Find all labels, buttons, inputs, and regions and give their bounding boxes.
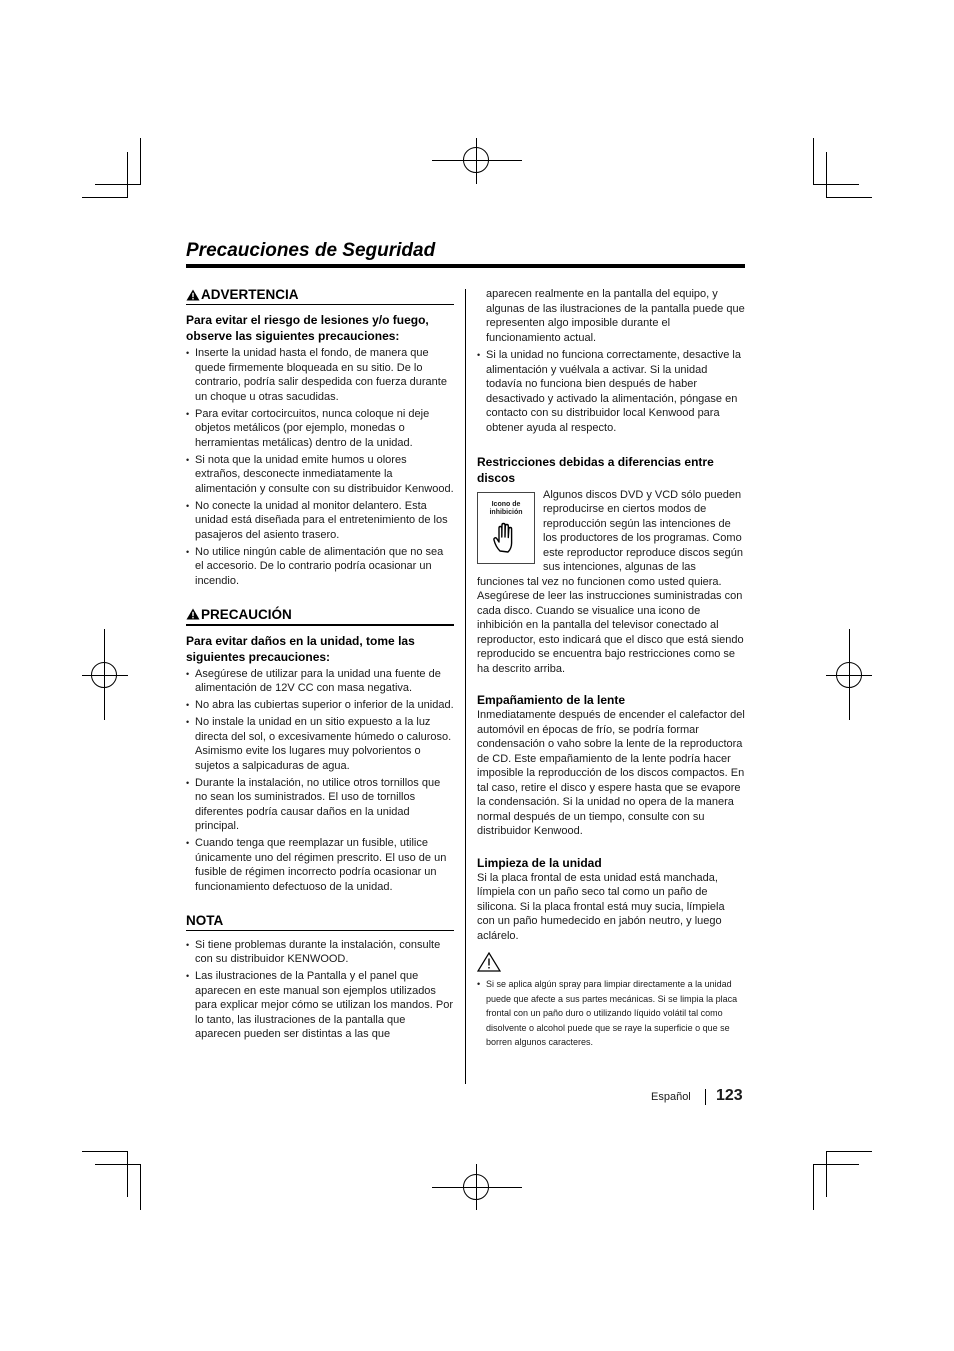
list-item: • Si se aplica algún spray para limpiar directamente a la unidad puede que afecte a sus partes mecánicas. Si se limpia la placa frontal con un paño duro o utilizando líquido volátil tal como disolvente o alcohol puede que se raye la superficie o que se borren algunos caracteres. [477, 977, 745, 1050]
nota-continuation: aparecen realmente en la pantalla del equipo, y algunas de las ilustraciones de la pantalla puede que representen algo imposible durante el funcionamiento actual. [486, 288, 745, 344]
inhibition-icon-label: Icono de inhibición [489, 500, 523, 516]
list-item: • No utilice ningún cable de alimentación que no sea el accesorio. De lo contrario podría ocasionar un incendio. [186, 545, 454, 589]
column-divider [465, 289, 466, 1084]
precaucion-heading-text: PRECAUCIÓN [201, 606, 292, 622]
list-item: • Las ilustraciones de la Pantalla y el panel que aparecen en este manual son ejemplos utilizados para explicar mejor cómo se utilizan los mandos. Por lo tanto, las ilustraciones de la pantalla que aparecen pueden ser distintas a las que [186, 969, 454, 1042]
nota-heading-text: NOTA [186, 912, 224, 928]
list-item: • No conecte la unidad al monitor delantero. Esta unidad está diseñada para el entretenimiento de los pasajeros del asiento trasero. [186, 499, 454, 543]
limpieza-heading: Limpieza de la unidad [477, 855, 602, 870]
list-item: • No instale la unidad en un sitio expuesto a la luz directa del sol, o excesivamente húmedo o caluroso. Asimismo evite los lugares muy polvorientos o sujetos a salpicaduras de agua. [186, 715, 454, 773]
list-item: • Para evitar cortocircuitos, nunca coloque ni deje objetos metálicos (por ejemplo, monedas o herramientas metálicas) dentro de la unidad. [186, 407, 454, 451]
footer-language: Español [651, 1091, 691, 1103]
restricciones-text: Algunos discos DVD y VCD sólo pueden reproducirse en ciertos modos de reproducción según las intenciones de los productores de los programas. Como este reproductor reproduce discos según sus intenciones, algunas de las funciones tal vez no funcionen como usted quiera. Asegúrese de leer las instrucciones suministradas con cada disco. Cuando se visualice una icono de inhibición en la pantalla del televisor conectado al reproductor, esto indicará que el disco que está siendo reproducido se encuentra bajo restricciones como se ha descrito arriba. [477, 488, 744, 675]
warning-triangle-icon [186, 289, 200, 301]
precaucion-list [186, 667, 454, 895]
warning-triangle-icon [186, 608, 200, 620]
nota-heading [186, 913, 454, 931]
precaucion-subheading: Para evitar daños en la unidad, tome las siguientes precauciones: [186, 633, 415, 664]
footer-separator [705, 1089, 706, 1105]
restricciones-block [477, 488, 745, 677]
hand-stop-icon [491, 521, 521, 555]
list-item: • No abra las cubiertas superior o inferior de la unidad. [186, 698, 454, 713]
nota-list-cont [477, 348, 745, 435]
list-item: • Inserte la unidad hasta el fondo, de manera que quede firmemente bloqueada en su sitio. De lo contrario, podría salir despedida con fuerza durante un choque u otras sacudidas. [186, 346, 454, 404]
right-column [477, 287, 745, 1050]
nota-list [186, 938, 454, 1042]
empanamiento-heading: Empañamiento de la lente [477, 693, 626, 707]
list-item: • Durante la instalación, no utilice otros tornillos que no sean los suministrados. El uso de tornillos diferentes podría causar daños en la unidad principal. [186, 776, 454, 834]
page-number: 123 [716, 1087, 743, 1104]
title-rule [186, 264, 745, 268]
list-item: • Cuando tenga que reemplazar un fusible, utilice únicamente uno del régimen prescrito. El uso de un fusible de régimen incorrecto podría ocasionar un funcionamiento defectuoso de la unidad. [186, 836, 454, 894]
limpieza-text: Si la placa frontal de esta unidad está manchada, límpiela con un paño seco tal como un paño de silicona. Si la placa frontal está muy sucia, límpiela con un paño humedecido en jabón neutro, y luego aclárelo. [477, 871, 725, 942]
precaucion-heading [186, 607, 454, 626]
advertencia-heading-text: ADVERTENCIA [201, 287, 299, 302]
list-item: • Asegúrese de utilizar para la unidad una fuente de alimentación de 12V CC con masa negativa. [186, 667, 454, 696]
list-item: • Si tiene problemas durante la instalación, consulte con su distribuidor KENWOOD. [186, 938, 454, 967]
caution-triangle-icon [477, 952, 501, 972]
restricciones-heading: Restricciones debidas a diferencias entre discos [477, 454, 714, 485]
list-item: • Si nota que la unidad emite humos u olores extraños, desconecte inmediatamente la alimentación y consulte con su distribuidor Kenwood. [186, 453, 454, 497]
inhibition-icon-box [477, 492, 535, 564]
limpieza-caution-list [477, 977, 745, 1050]
advertencia-heading [186, 287, 454, 305]
list-item: • Si la unidad no funciona correctamente, desactive la alimentación y vuélvala a activar. Si la unidad todavía no funciona bien después de haber desactivado y activado la alimentación, póngase en contacto con su distribuidor local Kenwood para obtener ayuda al respecto. [477, 348, 745, 435]
empanamiento-text: Inmediatamente después de encender el calefactor del automóvil en épocas de frío, se podría formar condensación o vaho sobre la lente de la reproductora de CD. Este empañamiento de la lente podría hacer imposible la reproducción de los discos compactos. En tal caso, retire el disco y espere hasta que se evapore la condensación. Si la unidad no opera de la manera normal después de un tiempo, consulte con su distribuidor Kenwood. [477, 709, 745, 837]
left-column [186, 287, 454, 1044]
advertencia-list [186, 346, 454, 588]
advertencia-subheading: Para evitar el riesgo de lesiones y/o fuego, observe las siguientes precauciones: [186, 313, 429, 343]
page-title: Precauciones de Seguridad [186, 240, 436, 261]
